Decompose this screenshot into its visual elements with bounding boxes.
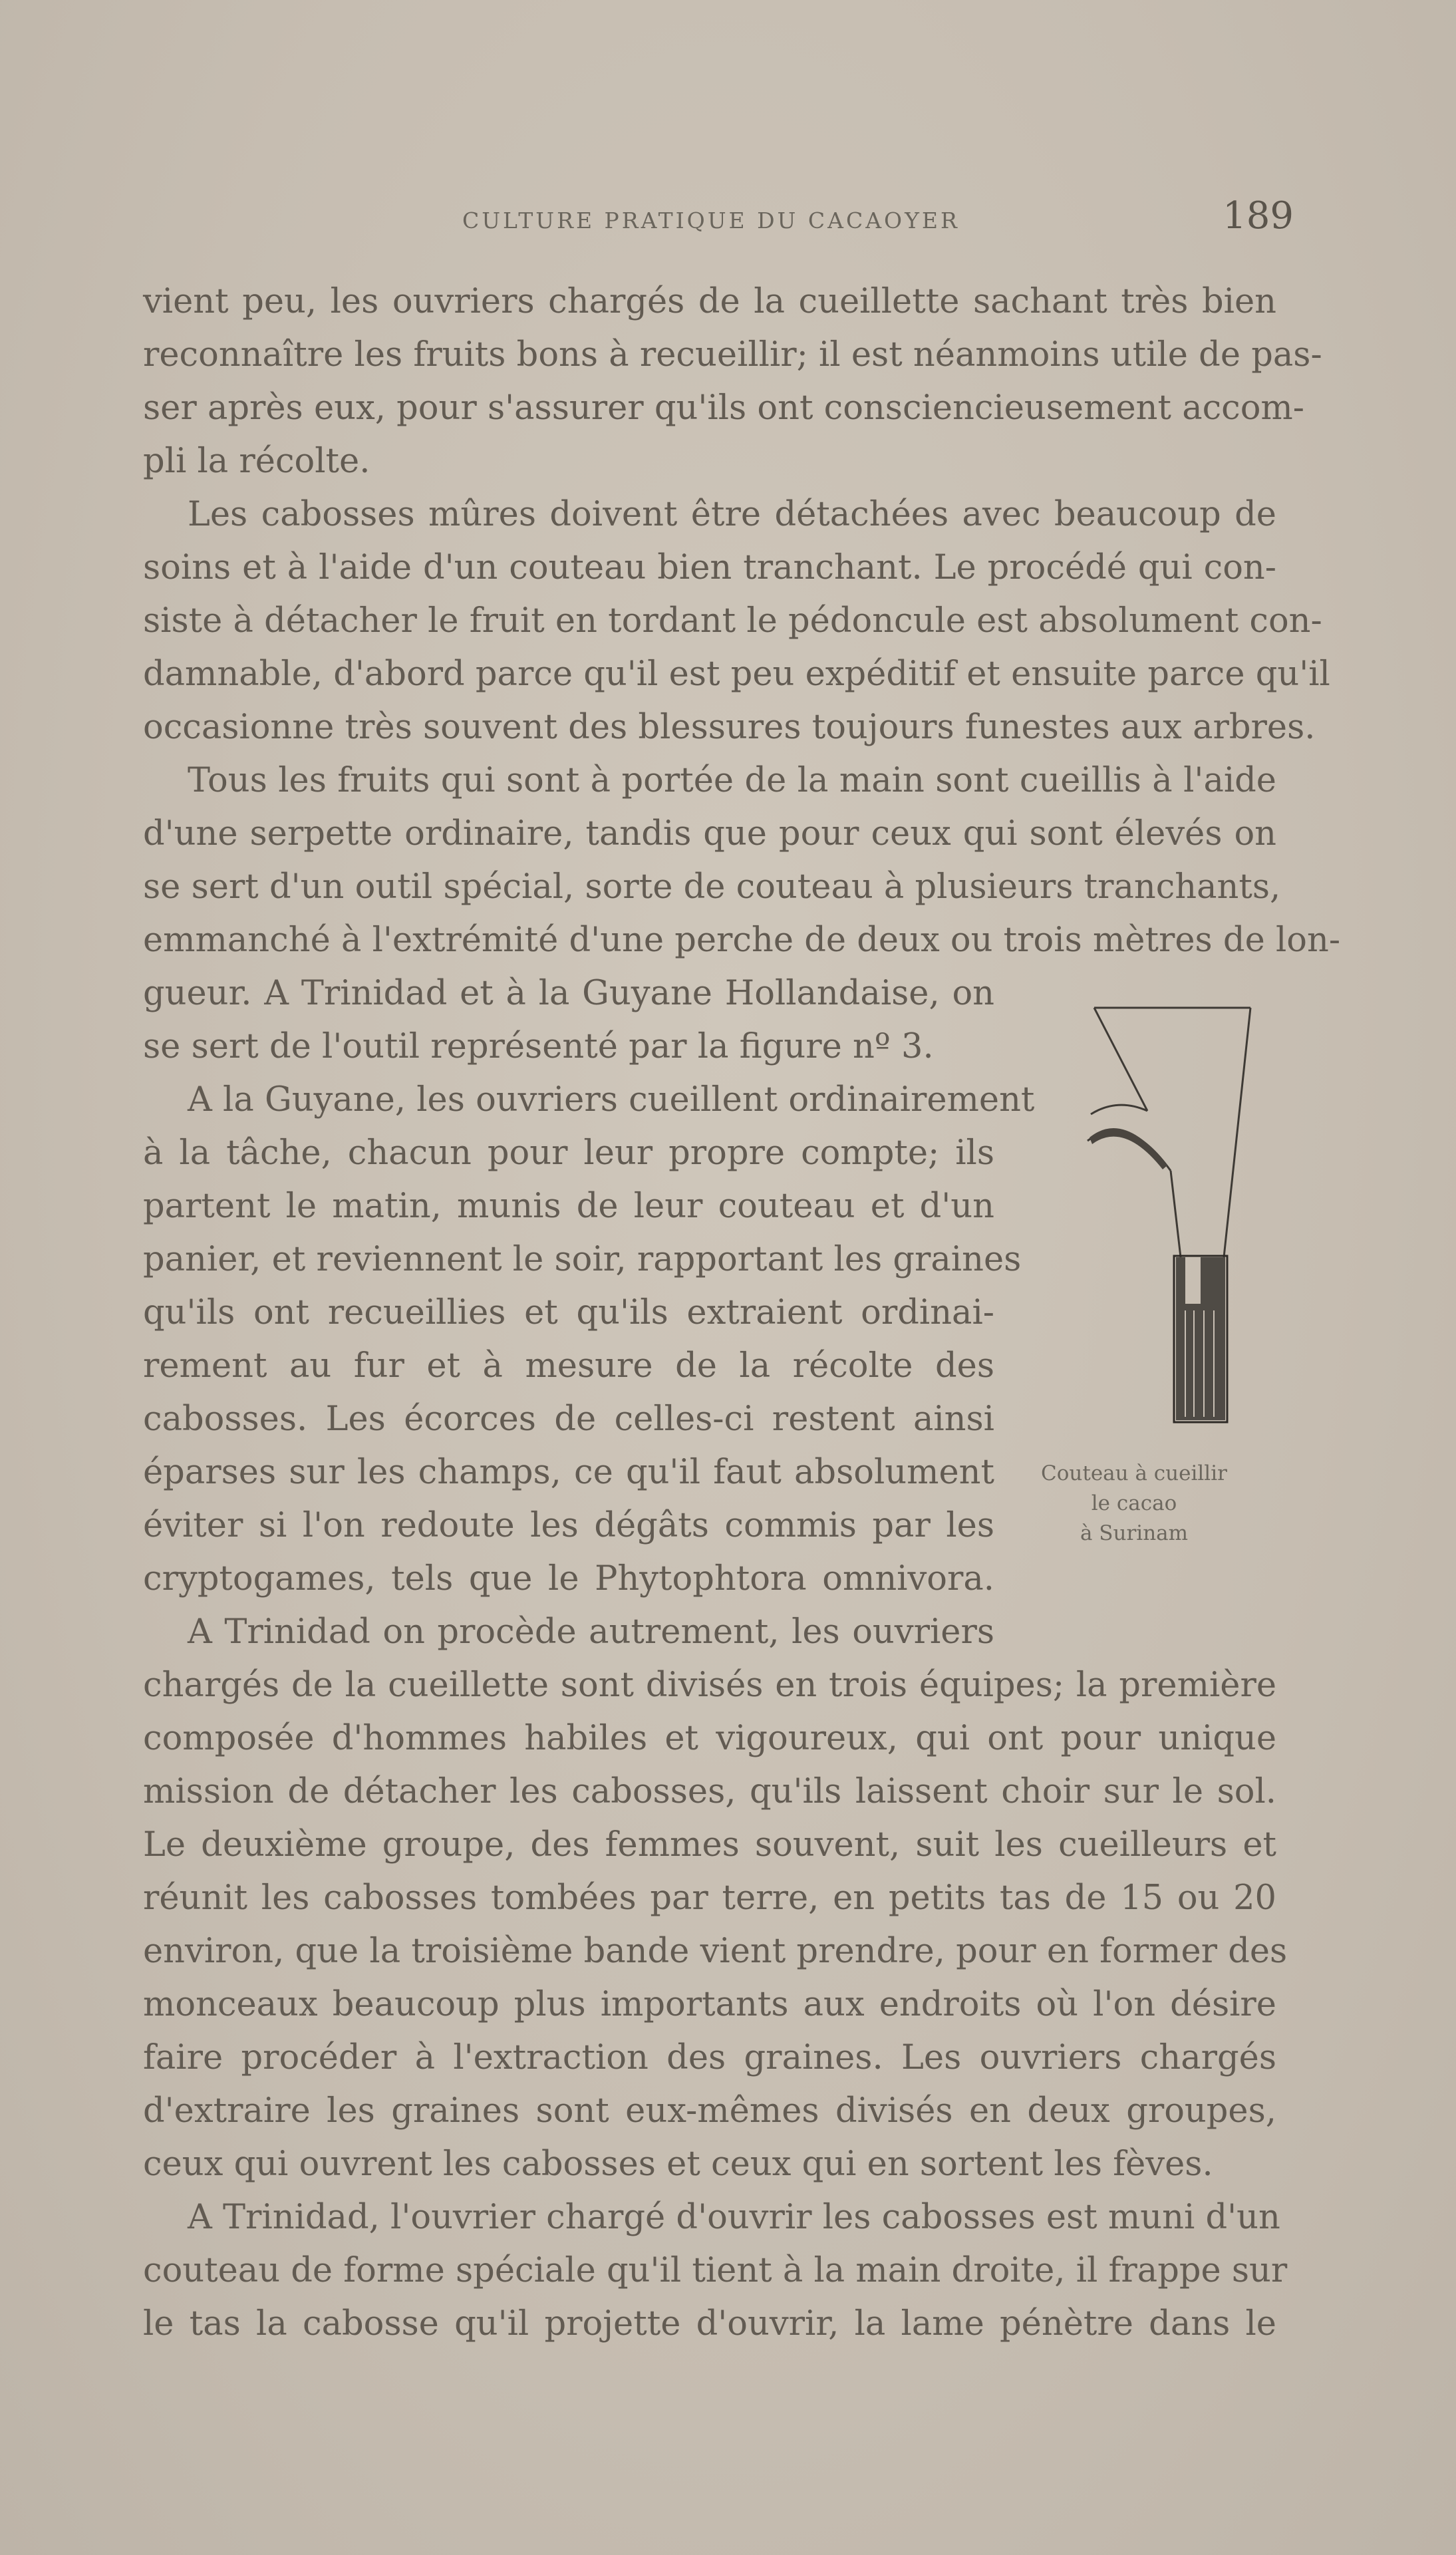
text-line: gueur. A Trinidad et à la Guyane Hollandaise, on <box>143 974 994 1013</box>
text-line: réunit les cabosses tombées par terre, en petits tas de 15 ou 20 <box>143 1879 1276 1918</box>
text-line: ceux qui ouvrent les cabosses et ceux qui en sortent les fèves. <box>143 2145 1213 2184</box>
text-line: le tas la cabosse qu'il projette d'ouvrir, la lame pénètre dans le <box>143 2304 1276 2343</box>
text-line: Tous les fruits qui sont à portée de la main sont cueillis à l'aide <box>188 761 1276 800</box>
text-line: pli la récolte. <box>143 442 370 481</box>
page-number: 189 <box>1223 194 1294 237</box>
text-line: rement au fur et à mesure de la récolte des <box>143 1346 994 1386</box>
figure-caption-line1: Couteau à cueillir <box>1041 1461 1227 1485</box>
text-line: A Trinidad, l'ouvrier chargé d'ouvrir les cabosses est muni d'un <box>188 2198 1280 2237</box>
figure-caption-line2: le cacao <box>1091 1491 1177 1515</box>
text-line: damnable, d'abord parce qu'il est peu expéditif et ensuite parce qu'il <box>143 655 1330 694</box>
text-line: vient peu, les ouvriers chargés de la cueillette sachant très bien <box>143 282 1276 321</box>
text-line: soins et à l'aide d'un couteau bien tranchant. Le procédé qui con- <box>143 548 1276 587</box>
text-line: A Trinidad on procède autrement, les ouvriers <box>188 1612 994 1652</box>
text-line: couteau de forme spéciale qu'il tient à la main droite, il frappe sur <box>143 2251 1288 2290</box>
text-line: éviter si l'on redoute les dégâts commis par les <box>143 1506 994 1545</box>
page-header <box>143 194 1294 241</box>
text-line: Le deuxième groupe, des femmes souvent, suit les cueilleurs et <box>143 1825 1276 1865</box>
text-line: éparses sur les champs, ce qu'il faut absolument <box>143 1453 994 1492</box>
figure-caption-line3: à Surinam <box>1080 1521 1189 1545</box>
text-line: ser après eux, pour s'assurer qu'ils ont consciencieusement accom- <box>143 388 1305 428</box>
text-line: emmanché à l'extrémité d'une perche de deux ou trois mètres de lon- <box>143 921 1341 960</box>
text-line: se sert d'un outil spécial, sorte de couteau à plusieurs tranchants, <box>143 867 1281 907</box>
text-line: environ, que la troisième bande vient prendre, pour en former des <box>143 1932 1288 1971</box>
text-line: composée d'hommes habiles et vigoureux, qui ont pour unique <box>143 1719 1276 1758</box>
text-line: mission de détacher les cabosses, qu'ils laissent choir sur le sol. <box>143 1772 1276 1811</box>
text-line: partent le matin, munis de leur couteau et d'un <box>143 1187 994 1226</box>
text-line: qu'ils ont recueillies et qu'ils extraient ordinai- <box>143 1293 994 1332</box>
text-line: se sert de l'outil représenté par la figure nº 3. <box>143 1027 934 1066</box>
text-line: panier, et reviennent le soir, rapportant les graines <box>143 1240 1022 1279</box>
text-line: cryptogames, tels que le Phytophtora omnivora. <box>143 1559 994 1598</box>
text-line: chargés de la cueillette sont divisés en trois équipes; la première <box>143 1666 1276 1705</box>
text-line: occasionne très souvent des blessures toujours funestes aux arbres. <box>143 708 1316 747</box>
running-title: CULTURE PRATIQUE DU CACAOYER <box>462 208 960 233</box>
text-line: siste à détacher le fruit en tordant le pédoncule est absolument con- <box>143 601 1322 641</box>
text-line: reconnaître les fruits bons à recueillir; il est néanmoins utile de pas- <box>143 335 1322 375</box>
text-line: monceaux beaucoup plus importants aux endroits où l'on désire <box>143 1985 1276 2024</box>
text-line: cabosses. Les écorces de celles-ci restent ainsi <box>143 1400 994 1439</box>
knife-figure <box>1011 991 1257 1443</box>
text-line: à la tâche, chacun pour leur propre compte; ils <box>143 1133 994 1173</box>
text-line: d'une serpette ordinaire, tandis que pour ceux qui sont élevés on <box>143 814 1276 853</box>
text-line: d'extraire les graines sont eux-mêmes divisés en deux groupes, <box>143 2091 1276 2131</box>
text-line: Les cabosses mûres doivent être détachées avec beaucoup de <box>188 495 1276 534</box>
text-line: A la Guyane, les ouvriers cueillent ordinairement <box>188 1080 1035 1120</box>
text-line: faire procéder à l'extraction des graines. Les ouvriers chargés <box>143 2038 1276 2077</box>
